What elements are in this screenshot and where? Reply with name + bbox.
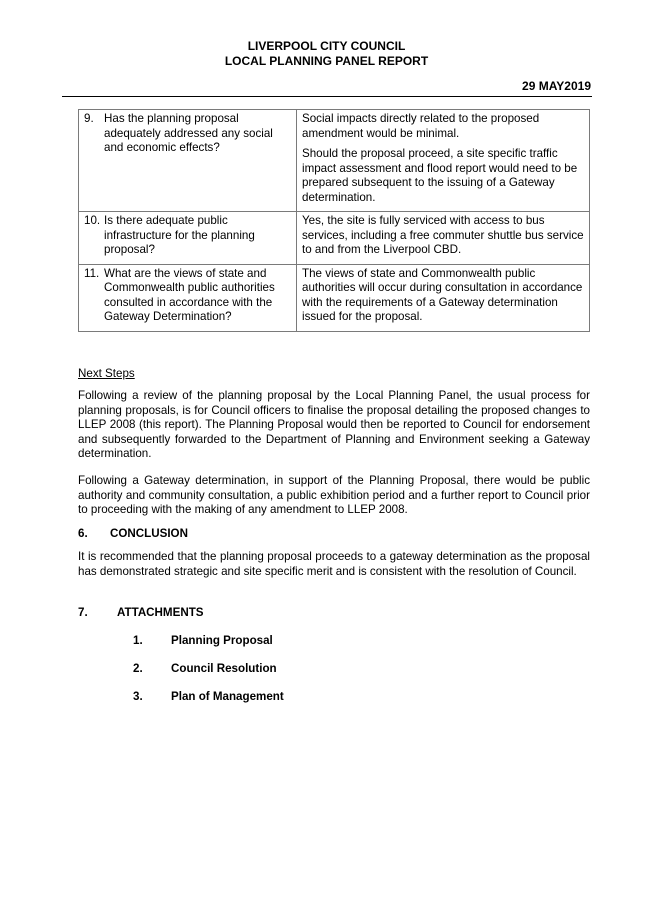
- attachment-item: [133, 662, 277, 677]
- attachment-item: [133, 634, 273, 649]
- next-steps-paragraph: Following a review of the planning proposal by the Local Planning Panel, the usual process for planning proposals, is for Council officers to finalise the proposal detailing the proposed changes to LLEP 2008 (this report). The Planning Proposal would then be reported to Council for endorsement and subsequently forwarded to the Department of Planning and Environment seeking a Gateway determination.: [78, 389, 590, 460]
- question-number: 9.: [84, 112, 94, 125]
- table-row: [79, 264, 590, 331]
- section-title: CONCLUSION: [110, 527, 188, 540]
- question-text: Has the planning proposal adequately addressed any social and economic effects?: [104, 112, 273, 154]
- answer-cell: [297, 264, 590, 331]
- question-text: Is there adequate public infrastructure for the planning proposal?: [104, 214, 255, 256]
- answer-cell: [297, 212, 590, 265]
- question-text: What are the views of state and Commonwealth public authorities consulted in accordance with the Gateway Determination?: [104, 266, 275, 323]
- attachment-item: [133, 690, 284, 705]
- table-row: [79, 212, 590, 265]
- attachments-heading: [78, 606, 204, 621]
- answer-text: The views of state and Commonwealth public authorities will occur during consultation in accordance with the requirements of a Gateway determination issued for the proposal.: [302, 266, 583, 323]
- answer-cell: [297, 110, 590, 212]
- question-number: 10.: [84, 214, 101, 227]
- attachment-label: Plan of Management: [171, 690, 284, 703]
- conclusion-text: It is recommended that the planning proposal proceeds to a gateway determination as the proposal has demonstrated strategic and site specific merit and is consistent with the resolution of Council.: [78, 550, 590, 578]
- answer-text: Should the proposal proceed, a site specific traffic impact assessment and flood report would need to be prepared subsequent to the issuing of a Gateway determination.: [302, 147, 578, 204]
- section-number: 7.: [78, 606, 88, 619]
- next-steps-heading: Next Steps: [78, 367, 135, 380]
- section-number: 6.: [78, 527, 88, 540]
- section-title: ATTACHMENTS: [117, 606, 204, 619]
- assessment-table: [78, 109, 590, 332]
- answer-text: Yes, the site is fully serviced with access to bus services, including a free commuter shuttle bus service to and from the Liverpool CBD.: [302, 214, 584, 256]
- next-steps-paragraph: Following a Gateway determination, in support of the Planning Proposal, there would be public authority and community consultation, a public exhibition period and a further report to Council prior to proceeding with the making of any amendment to LLEP 2008.: [78, 474, 590, 516]
- question-number: 11.: [84, 266, 100, 280]
- question-cell: [79, 264, 297, 331]
- conclusion-heading: [78, 527, 188, 542]
- table-row: [79, 110, 590, 212]
- attachment-label: Planning Proposal: [171, 634, 273, 647]
- report-date: 29 MAY2019: [522, 79, 591, 93]
- answer-text: Social impacts directly related to the proposed amendment would be minimal.: [302, 112, 540, 140]
- attachment-label: Council Resolution: [171, 662, 277, 675]
- attachment-number: 2.: [133, 662, 143, 675]
- header-divider: [62, 96, 592, 97]
- report-title: LOCAL PLANNING PANEL REPORT: [224, 54, 429, 68]
- question-cell: [79, 212, 297, 265]
- attachment-number: 1.: [133, 634, 143, 647]
- question-cell: [79, 110, 297, 212]
- attachment-number: 3.: [133, 690, 143, 703]
- council-name: LIVERPOOL CITY COUNCIL: [247, 39, 406, 53]
